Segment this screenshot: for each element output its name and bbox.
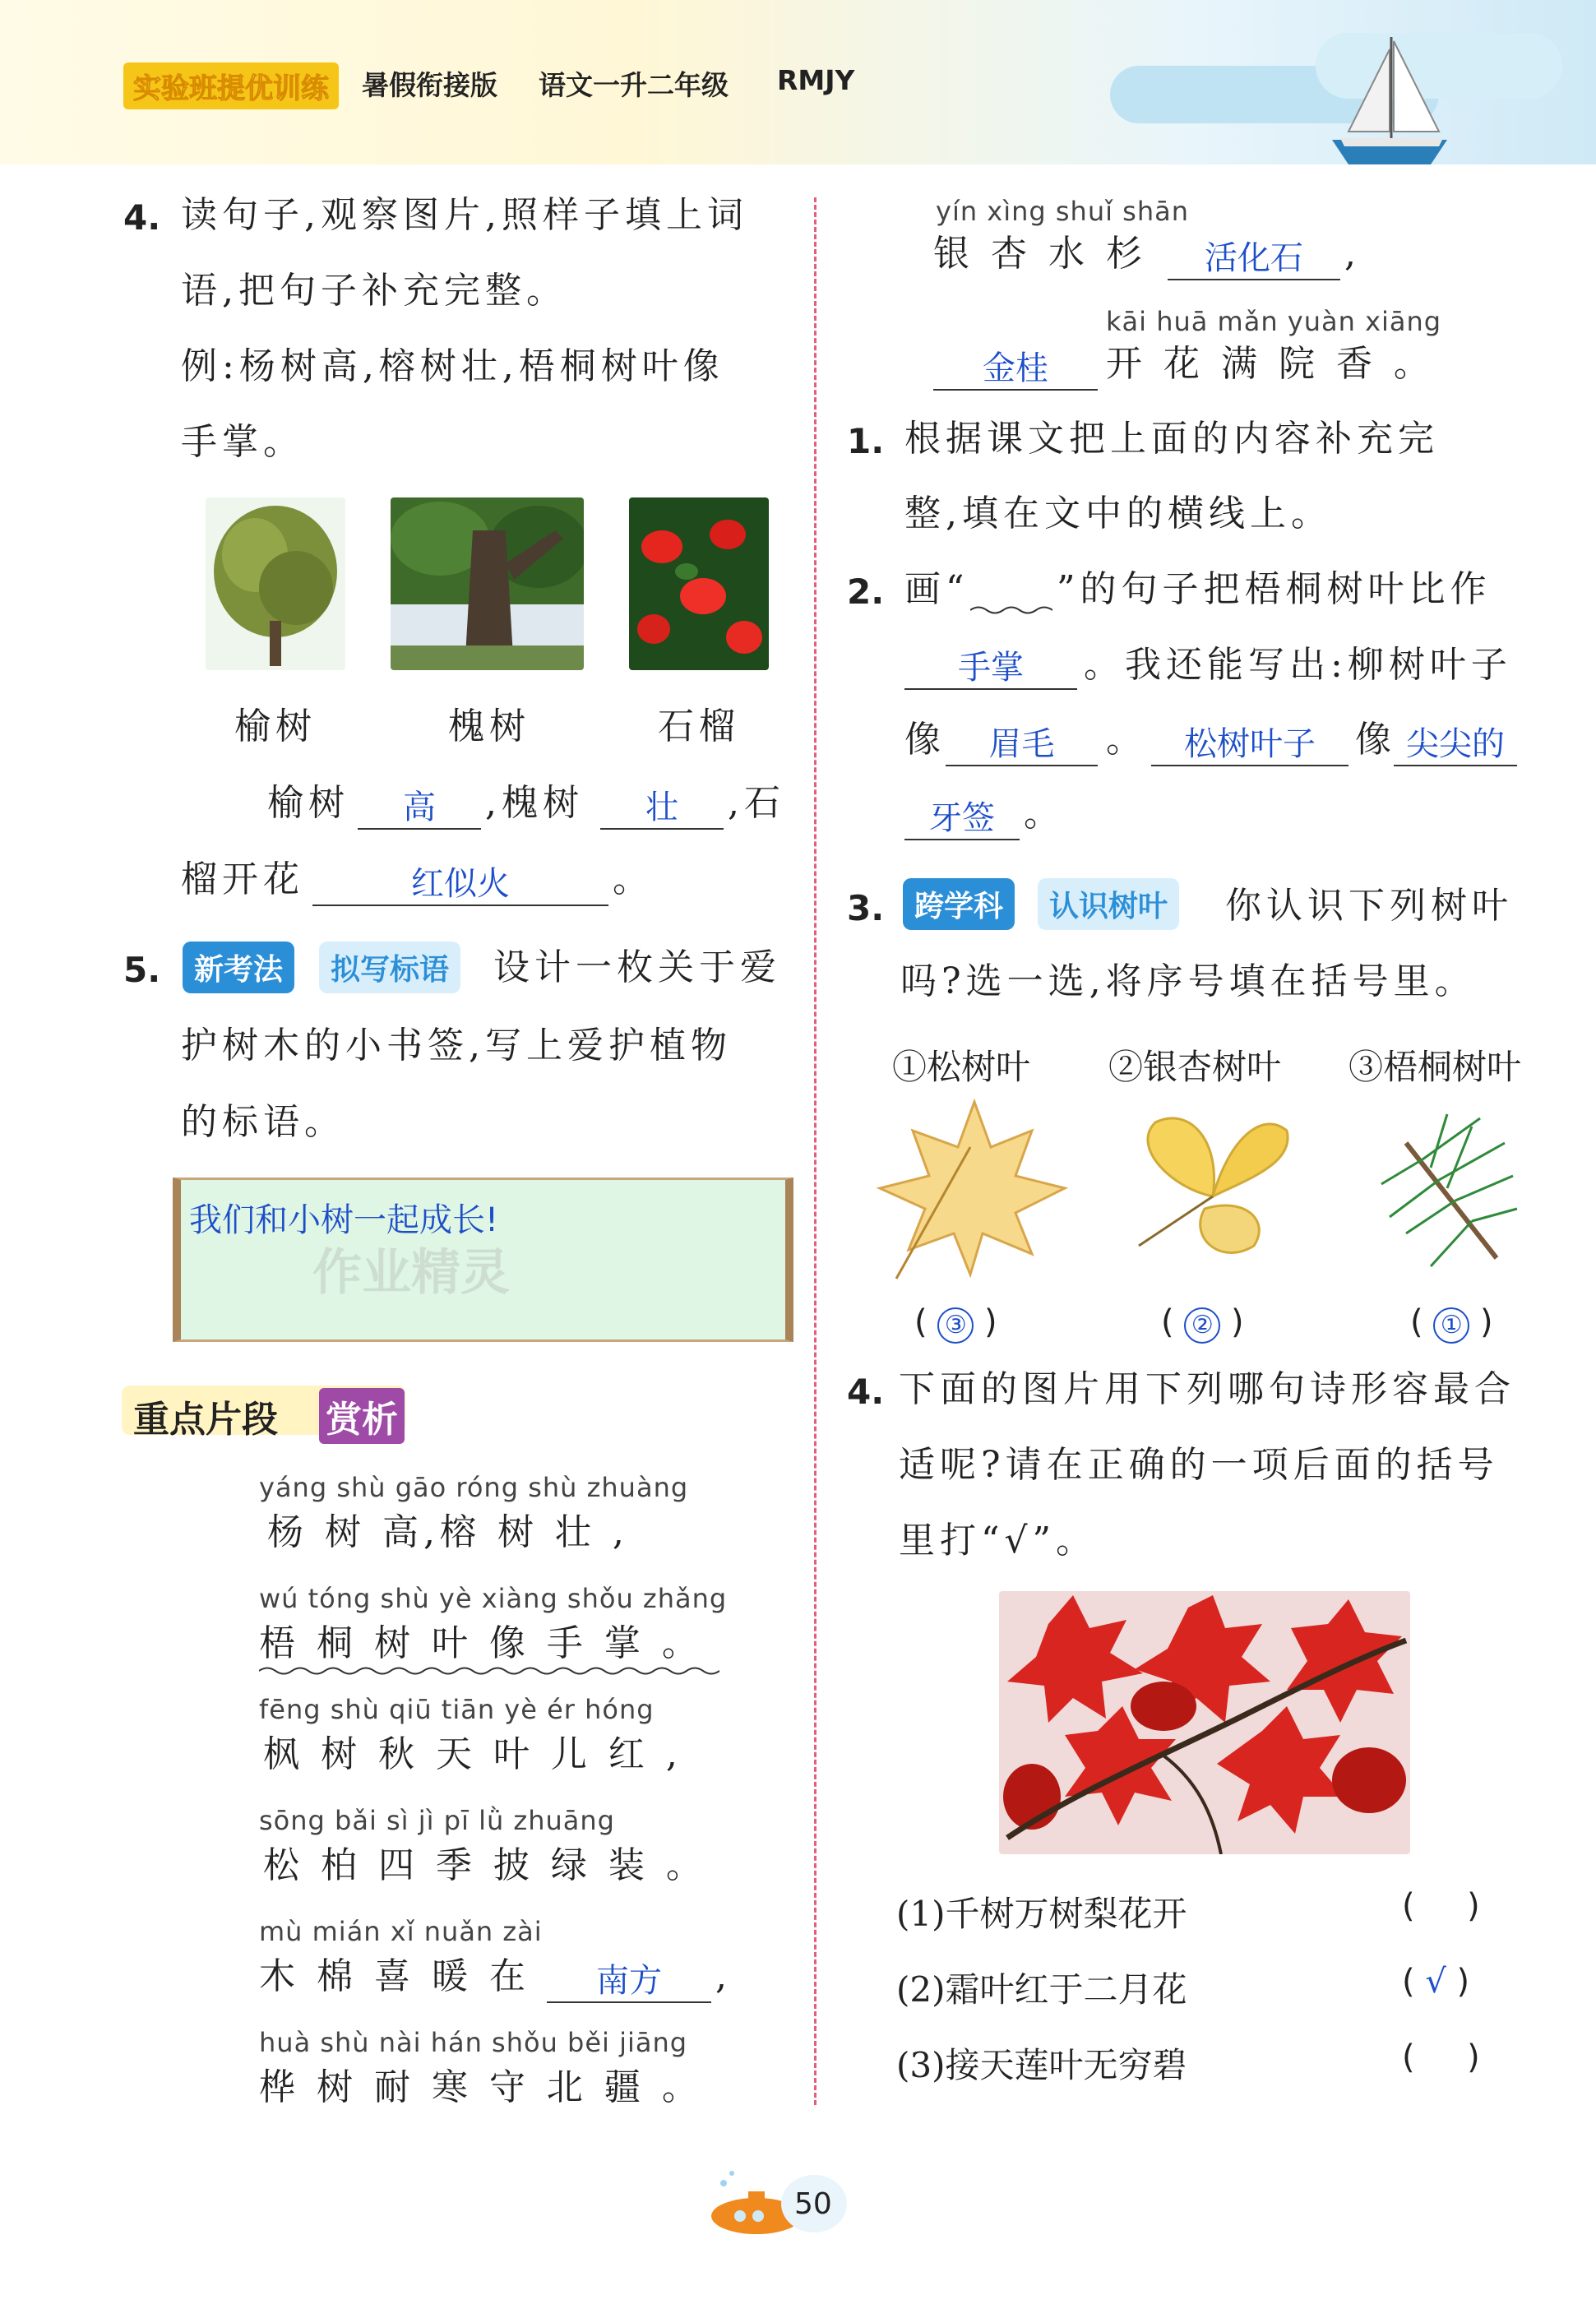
poem-line: 杨 树 高,榕 树 壮 , [267, 1511, 629, 1553]
photo-caption: 榆树 [234, 706, 317, 747]
cross-subject-tag: 跨学科 [903, 878, 1015, 930]
answer-blank: 眉毛 [946, 718, 1098, 766]
ginkgo-leaf-icon [1122, 1114, 1303, 1270]
answer-blank: 尖尖的 [1394, 718, 1517, 766]
bookmark-slogan: 我们和小树一起成长! [189, 1201, 499, 1239]
check-mark: √ [1425, 1963, 1446, 2001]
watermark: 作业精灵 [312, 1244, 510, 1302]
answer-paren: ( ) [1402, 2038, 1480, 2076]
section-tag: 赏析 [319, 1388, 405, 1444]
answer-blank: 高 [358, 781, 481, 830]
question-text: 下面的图片用下列哪句诗形容最合 [899, 1368, 1515, 1410]
question-text: 读句子,观察图片,照样子填上词 [181, 194, 748, 236]
question-text: ”的句子把梧桐树叶比作 [1057, 568, 1492, 610]
example-text: 例:杨树高,榕树壮,梧桐树叶像 [181, 345, 724, 387]
option-label: ②银杏树叶 [1108, 1047, 1282, 1087]
poem-option: (2)霜叶红于二月花 [896, 1969, 1187, 2010]
leaf-tag: 认识树叶 [1038, 878, 1179, 930]
answer-blank: 活化石 [1168, 232, 1340, 280]
example-text: 手掌。 [181, 421, 304, 463]
poem-line: 木 棉 喜 暖 在 [259, 1955, 530, 1997]
answer-circle: ③ [937, 1307, 974, 1344]
question-text: 适呢?请在正确的一项后面的括号 [899, 1444, 1499, 1486]
question-text: 语,把句子补充完整。 [181, 270, 567, 312]
edition-label: 暑假衔接版 [362, 69, 497, 101]
question-text: 里打“√”。 [899, 1520, 1098, 1562]
pinyin-line: kāi huā mǎn yuàn xiāng [1106, 306, 1442, 337]
pomegranate-photo [629, 497, 769, 670]
poem-line-end: , [1344, 233, 1361, 275]
answer-circle: ① [1433, 1307, 1469, 1344]
question-text: 像 [1355, 719, 1396, 761]
fill-text: 。 [613, 858, 654, 900]
fill-text: ,槐树 [485, 782, 584, 824]
answer-blank: 红似火 [312, 858, 608, 906]
column-divider [814, 197, 817, 2105]
poem-line: 梧 桐 树 叶 像 手 掌 。 [259, 1622, 703, 1664]
question-number: 5. [123, 950, 161, 990]
question-number: 1. [847, 421, 885, 461]
page-number: 50 [794, 2187, 832, 2221]
question-text: 像 [904, 719, 946, 761]
question-number: 3. [847, 888, 885, 928]
pinyin-line: yín xìng shuǐ shān [936, 196, 1190, 227]
answer-paren: ( ① ) [1410, 1303, 1493, 1344]
book-series-badge: 实验班提优训练 [123, 62, 339, 109]
question-text: 你认识下列树叶 [1225, 885, 1513, 927]
answer-paren: ( ) [1402, 1887, 1480, 1925]
answer-paren: ( ② ) [1161, 1303, 1244, 1344]
fill-text: 榆树 [267, 782, 349, 824]
answer-blank: 金桂 [933, 342, 1098, 391]
question-text: 画“ [904, 568, 969, 610]
slogan-tag: 拟写标语 [319, 942, 460, 993]
answer-blank: 壮 [600, 781, 724, 830]
publisher-label: RMJY [777, 64, 855, 96]
answer-blank: 松树叶子 [1151, 718, 1349, 766]
poem-option: (1)千树万树梨花开 [896, 1894, 1187, 1934]
photo-caption: 槐树 [448, 706, 530, 747]
pine-leaf-icon [1373, 1110, 1521, 1275]
option-label: ①松树叶 [892, 1047, 1031, 1087]
answer-circle: ② [1184, 1307, 1220, 1344]
question-number: 4. [847, 1372, 885, 1412]
new-method-tag: 新考法 [183, 942, 294, 993]
fill-text: ,石 [728, 782, 785, 824]
fill-text: 榴开花 [181, 858, 304, 900]
photo-caption: 石榴 [658, 706, 740, 747]
pinyin-line: wú tóng shù yè xiàng shǒu zhǎng [259, 1583, 728, 1614]
wavy-underline [259, 1665, 719, 1677]
question-text: 护树木的小书签,写上爱护植物 [181, 1025, 732, 1066]
poem-line: 松 柏 四 季 披 绿 装 。 [263, 1844, 707, 1886]
subject-label: 语文一升二年级 [539, 69, 729, 101]
poem-line: 开 花 满 院 香 。 [1106, 343, 1435, 385]
pinyin-line: mù mián xǐ nuǎn zài [259, 1916, 543, 1947]
pinyin-line: fēng shù qiū tiān yè ér hóng [259, 1694, 655, 1725]
sailboat-icon [1316, 33, 1455, 173]
question-text: 。我还能写出:柳树叶子 [1084, 644, 1512, 686]
answer-blank: 南方 [547, 1955, 711, 2003]
elm-tree-photo [206, 497, 345, 670]
poem-line: 桦 树 耐 寒 守 北 疆 。 [259, 2066, 703, 2108]
answer-paren: ( √ ) [1402, 1963, 1470, 2001]
pinyin-line: sōng bǎi sì jì pī lǜ zhuāng [259, 1805, 615, 1836]
section-title: 重点片段 [133, 1399, 278, 1441]
question-number: 2. [847, 571, 885, 612]
answer-blank: 手掌 [904, 641, 1077, 690]
plane-leaf-icon [876, 1098, 1073, 1283]
question-text: 。 [1106, 719, 1147, 761]
pinyin-line: huà shù nài hán shǒu běi jiāng [259, 2027, 688, 2058]
poem-line-end: , [715, 1955, 732, 1997]
poem-line: 银 杏 水 杉 [933, 233, 1147, 275]
question-text: 设计一枚关于爱 [493, 946, 781, 988]
question-number: 4. [123, 197, 161, 238]
pinyin-line: yáng shù gāo róng shù zhuàng [259, 1472, 689, 1503]
question-text: 根据课文把上面的内容补充完 [904, 418, 1439, 460]
question-text: 整,填在文中的横线上。 [904, 493, 1332, 534]
wavy-underline [970, 604, 1052, 616]
question-text: 吗?选一选,将序号填在括号里。 [900, 960, 1476, 1002]
question-text: 。 [1024, 793, 1065, 835]
option-label: ③梧桐树叶 [1349, 1047, 1522, 1087]
locust-tree-photo [391, 497, 584, 670]
answer-paren: ( ③ ) [914, 1303, 997, 1344]
red-maple-photo [999, 1591, 1410, 1854]
poem-line: 枫 树 秋 天 叶 儿 红 , [263, 1733, 682, 1775]
question-text: 的标语。 [181, 1101, 345, 1143]
poem-option: (3)接天莲叶无穷碧 [896, 2045, 1187, 2085]
answer-blank: 牙签 [904, 792, 1020, 840]
